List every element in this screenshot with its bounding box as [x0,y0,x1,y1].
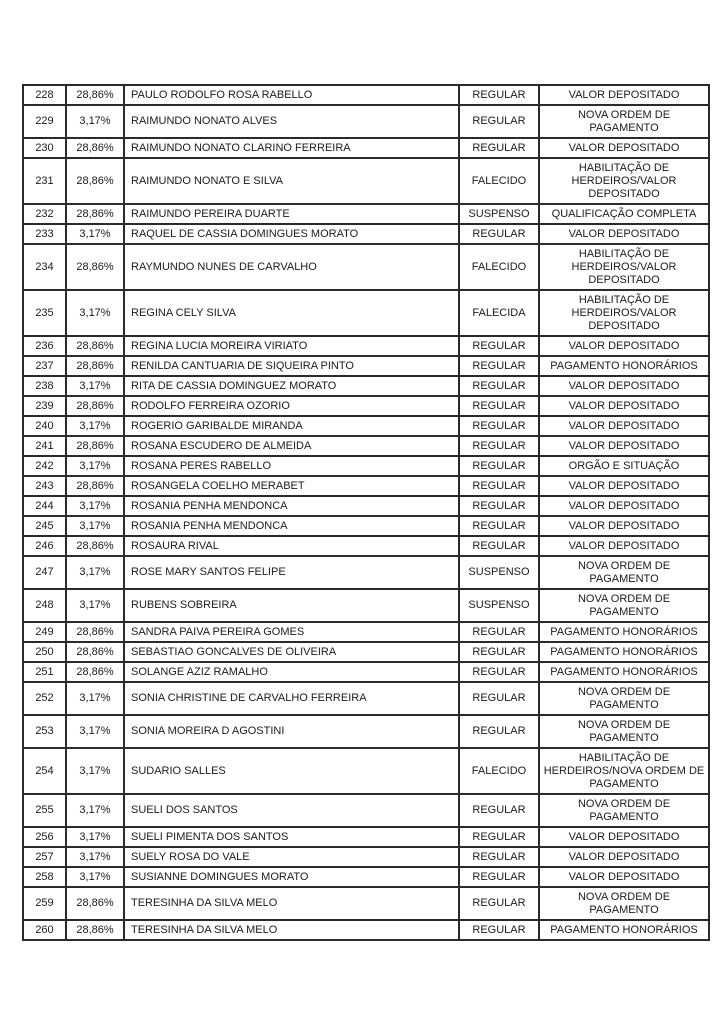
row-number-cell: 236 [23,336,66,356]
payment-status-cell: VALOR DEPOSITADO [539,436,709,456]
payment-status-cell: ORGÃO E SITUAÇÃO [539,456,709,476]
payment-status-cell: PAGAMENTO HONORÁRIOS [539,622,709,642]
payment-status-cell: NOVA ORDEM DE PAGAMENTO [539,715,709,748]
status-cell: REGULAR [459,887,539,920]
status-cell: REGULAR [459,622,539,642]
beneficiary-name-cell: REGINA LUCIA MOREIRA VIRIATO [124,336,459,356]
table-body [23,85,709,940]
table-row [23,336,709,356]
payment-status-cell: VALOR DEPOSITADO [539,85,709,105]
row-number-cell: 255 [23,794,66,827]
table-row [23,138,709,158]
percentage-cell: 28,86% [66,396,124,416]
beneficiary-name-cell: TERESINHA DA SILVA MELO [124,920,459,940]
table-row [23,436,709,456]
percentage-cell: 3,17% [66,456,124,476]
row-number-cell: 242 [23,456,66,476]
percentage-cell: 28,86% [66,622,124,642]
row-number-cell: 244 [23,496,66,516]
status-cell: FALECIDO [459,158,539,204]
beneficiary-name-cell: SONIA MOREIRA D AGOSTINI [124,715,459,748]
percentage-cell: 28,86% [66,642,124,662]
payment-status-cell: NOVA ORDEM DE PAGAMENTO [539,887,709,920]
percentage-cell: 28,86% [66,662,124,682]
payment-status-cell: HABILITAÇÃO DE HERDEIROS/VALOR DEPOSITADO [539,158,709,204]
row-number-cell: 233 [23,224,66,244]
status-cell: REGULAR [459,356,539,376]
percentage-cell: 28,86% [66,204,124,224]
row-number-cell: 259 [23,887,66,920]
status-cell: REGULAR [459,496,539,516]
status-cell: REGULAR [459,396,539,416]
table-row [23,715,709,748]
status-cell: REGULAR [459,536,539,556]
payment-status-cell: PAGAMENTO HONORÁRIOS [539,662,709,682]
beneficiary-name-cell: RENILDA CANTUARIA DE SIQUEIRA PINTO [124,356,459,376]
status-cell: REGULAR [459,85,539,105]
status-cell: REGULAR [459,516,539,536]
status-cell: SUSPENSO [459,589,539,622]
beneficiary-name-cell: ROSANIA PENHA MENDONCA [124,516,459,536]
payment-status-cell: VALOR DEPOSITADO [539,867,709,887]
percentage-cell: 28,86% [66,244,124,290]
table-container [22,84,708,941]
percentage-cell: 3,17% [66,748,124,794]
row-number-cell: 247 [23,556,66,589]
row-number-cell: 252 [23,682,66,715]
table-row [23,290,709,336]
percentage-cell: 28,86% [66,85,124,105]
row-number-cell: 250 [23,642,66,662]
beneficiary-name-cell: SUDARIO SALLES [124,748,459,794]
row-number-cell: 241 [23,436,66,456]
percentage-cell: 3,17% [66,416,124,436]
beneficiary-name-cell: ROSANA PERES RABELLO [124,456,459,476]
percentage-cell: 3,17% [66,290,124,336]
percentage-cell: 28,86% [66,336,124,356]
status-cell: REGULAR [459,224,539,244]
status-cell: REGULAR [459,138,539,158]
percentage-cell: 3,17% [66,867,124,887]
status-cell: REGULAR [459,642,539,662]
row-number-cell: 232 [23,204,66,224]
row-number-cell: 237 [23,356,66,376]
table-row [23,476,709,496]
percentage-cell: 3,17% [66,827,124,847]
table-row [23,456,709,476]
status-cell: REGULAR [459,436,539,456]
row-number-cell: 245 [23,516,66,536]
status-cell: SUSPENSO [459,204,539,224]
row-number-cell: 235 [23,290,66,336]
beneficiary-name-cell: SONIA CHRISTINE DE CARVALHO FERREIRA [124,682,459,715]
payment-status-cell: VALOR DEPOSITADO [539,847,709,867]
status-cell: REGULAR [459,920,539,940]
table-row [23,622,709,642]
beneficiary-name-cell: RUBENS SOBREIRA [124,589,459,622]
row-number-cell: 243 [23,476,66,496]
percentage-cell: 3,17% [66,589,124,622]
beneficiary-name-cell: ROSANGELA COELHO MERABET [124,476,459,496]
beneficiary-name-cell: ROGERIO GARIBALDE MIRANDA [124,416,459,436]
table-row [23,105,709,138]
status-cell: REGULAR [459,476,539,496]
payment-status-cell: PAGAMENTO HONORÁRIOS [539,920,709,940]
percentage-cell: 28,86% [66,138,124,158]
percentage-cell: 3,17% [66,496,124,516]
row-number-cell: 254 [23,748,66,794]
table-row [23,536,709,556]
payment-status-cell: PAGAMENTO HONORÁRIOS [539,642,709,662]
table-row [23,85,709,105]
percentage-cell: 28,86% [66,356,124,376]
row-number-cell: 251 [23,662,66,682]
row-number-cell: 230 [23,138,66,158]
row-number-cell: 258 [23,867,66,887]
payment-status-cell: VALOR DEPOSITADO [539,336,709,356]
row-number-cell: 240 [23,416,66,436]
beneficiary-name-cell: SUELY ROSA DO VALE [124,847,459,867]
row-number-cell: 238 [23,376,66,396]
beneficiary-name-cell: ROSANIA PENHA MENDONCA [124,496,459,516]
status-cell: REGULAR [459,456,539,476]
payment-status-cell: HABILITAÇÃO DE HERDEIROS/VALOR DEPOSITADO [539,244,709,290]
row-number-cell: 249 [23,622,66,642]
beneficiary-name-cell: RAIMUNDO PEREIRA DUARTE [124,204,459,224]
table-row [23,827,709,847]
beneficiary-name-cell: ROSE MARY SANTOS FELIPE [124,556,459,589]
status-cell: REGULAR [459,847,539,867]
table-row [23,556,709,589]
payment-status-cell: VALOR DEPOSITADO [539,138,709,158]
beneficiary-name-cell: REGINA CELY SILVA [124,290,459,336]
payment-status-cell: VALOR DEPOSITADO [539,476,709,496]
percentage-cell: 3,17% [66,516,124,536]
row-number-cell: 257 [23,847,66,867]
percentage-cell: 3,17% [66,847,124,867]
row-number-cell: 239 [23,396,66,416]
table-row [23,416,709,436]
table-row [23,867,709,887]
status-cell: REGULAR [459,105,539,138]
status-cell: FALECIDO [459,748,539,794]
percentage-cell: 28,86% [66,887,124,920]
payment-status-cell: VALOR DEPOSITADO [539,376,709,396]
payment-status-cell: VALOR DEPOSITADO [539,496,709,516]
status-cell: REGULAR [459,662,539,682]
payment-status-cell: VALOR DEPOSITADO [539,827,709,847]
percentage-cell: 3,17% [66,105,124,138]
beneficiaries-table [22,84,710,941]
payment-status-cell: NOVA ORDEM DE PAGAMENTO [539,589,709,622]
payment-status-cell: VALOR DEPOSITADO [539,416,709,436]
beneficiary-name-cell: ROSAURA RIVAL [124,536,459,556]
row-number-cell: 260 [23,920,66,940]
status-cell: SUSPENSO [459,556,539,589]
table-row [23,244,709,290]
row-number-cell: 228 [23,85,66,105]
table-row [23,589,709,622]
beneficiary-name-cell: SEBASTIAO GONCALVES DE OLIVEIRA [124,642,459,662]
payment-status-cell: VALOR DEPOSITADO [539,536,709,556]
payment-status-cell: HABILITAÇÃO DE HERDEIROS/NOVA ORDEM DE PAGAMENTO [539,748,709,794]
table-row [23,204,709,224]
status-cell: REGULAR [459,682,539,715]
beneficiary-name-cell: TERESINHA DA SILVA MELO [124,887,459,920]
table-row [23,794,709,827]
table-row [23,847,709,867]
payment-status-cell: NOVA ORDEM DE PAGAMENTO [539,556,709,589]
beneficiary-name-cell: RODOLFO FERREIRA OZORIO [124,396,459,416]
beneficiary-name-cell: RAIMUNDO NONATO ALVES [124,105,459,138]
status-cell: REGULAR [459,376,539,396]
payment-status-cell: VALOR DEPOSITADO [539,224,709,244]
row-number-cell: 253 [23,715,66,748]
payment-status-cell: VALOR DEPOSITADO [539,396,709,416]
row-number-cell: 234 [23,244,66,290]
status-cell: REGULAR [459,827,539,847]
payment-status-cell: VALOR DEPOSITADO [539,516,709,536]
percentage-cell: 3,17% [66,556,124,589]
table-row [23,376,709,396]
row-number-cell: 229 [23,105,66,138]
payment-status-cell: NOVA ORDEM DE PAGAMENTO [539,794,709,827]
percentage-cell: 28,86% [66,920,124,940]
table-row [23,887,709,920]
table-row [23,748,709,794]
table-row [23,396,709,416]
payment-status-cell: PAGAMENTO HONORÁRIOS [539,356,709,376]
table-row [23,662,709,682]
percentage-cell: 3,17% [66,224,124,244]
percentage-cell: 28,86% [66,476,124,496]
percentage-cell: 3,17% [66,682,124,715]
status-cell: REGULAR [459,715,539,748]
status-cell: REGULAR [459,416,539,436]
beneficiary-name-cell: PAULO RODOLFO ROSA RABELLO [124,85,459,105]
percentage-cell: 28,86% [66,436,124,456]
table-row [23,158,709,204]
payment-status-cell: QUALIFICAÇÃO COMPLETA [539,204,709,224]
status-cell: REGULAR [459,336,539,356]
percentage-cell: 3,17% [66,715,124,748]
beneficiary-name-cell: SOLANGE AZIZ RAMALHO [124,662,459,682]
table-row [23,516,709,536]
status-cell: FALECIDO [459,244,539,290]
table-row [23,356,709,376]
status-cell: FALECIDA [459,290,539,336]
beneficiary-name-cell: RAIMUNDO NONATO E SILVA [124,158,459,204]
table-row [23,642,709,662]
table-row [23,224,709,244]
table-row [23,682,709,715]
payment-status-cell: NOVA ORDEM DE PAGAMENTO [539,105,709,138]
beneficiary-name-cell: SANDRA PAIVA PEREIRA GOMES [124,622,459,642]
payment-status-cell: HABILITAÇÃO DE HERDEIROS/VALOR DEPOSITADO [539,290,709,336]
percentage-cell: 28,86% [66,158,124,204]
row-number-cell: 231 [23,158,66,204]
beneficiary-name-cell: SUSIANNE DOMINGUES MORATO [124,867,459,887]
row-number-cell: 246 [23,536,66,556]
status-cell: REGULAR [459,867,539,887]
beneficiary-name-cell: RAYMUNDO NUNES DE CARVALHO [124,244,459,290]
percentage-cell: 28,86% [66,536,124,556]
table-row [23,496,709,516]
beneficiary-name-cell: SUELI DOS SANTOS [124,794,459,827]
beneficiary-name-cell: RITA DE CASSIA DOMINGUEZ MORATO [124,376,459,396]
beneficiary-name-cell: SUELI PIMENTA DOS SANTOS [124,827,459,847]
payment-status-cell: NOVA ORDEM DE PAGAMENTO [539,682,709,715]
percentage-cell: 3,17% [66,376,124,396]
status-cell: REGULAR [459,794,539,827]
row-number-cell: 256 [23,827,66,847]
table-row [23,920,709,940]
row-number-cell: 248 [23,589,66,622]
beneficiary-name-cell: ROSANA ESCUDERO DE ALMEIDA [124,436,459,456]
beneficiary-name-cell: RAQUEL DE CASSIA DOMINGUES MORATO [124,224,459,244]
beneficiary-name-cell: RAIMUNDO NONATO CLARINO FERREIRA [124,138,459,158]
percentage-cell: 3,17% [66,794,124,827]
